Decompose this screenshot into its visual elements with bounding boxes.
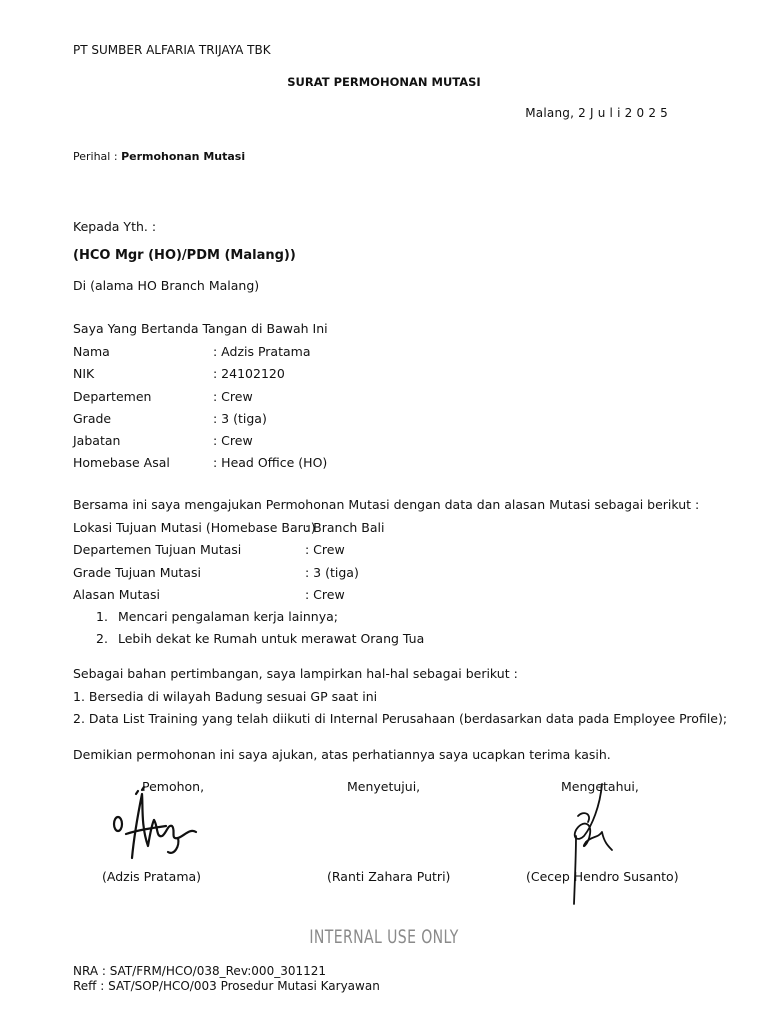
applicant-signature bbox=[108, 786, 203, 876]
attachment-item: 1. Bersedia di wilayah Badung sesuai GP saat ini bbox=[73, 689, 378, 704]
subject-line bbox=[73, 150, 245, 163]
attachment-item: 2. Data List Training yang telah diikuti di Internal Perusahaan (berdasarkan data pada Employee Profile); bbox=[73, 711, 728, 726]
mutation-value: : Branch Bali bbox=[305, 520, 385, 535]
reason-number: 2. bbox=[96, 631, 108, 646]
identity-value: : Head Office (HO) bbox=[213, 455, 328, 470]
mutation-label: Departemen Tujuan Mutasi bbox=[73, 542, 242, 557]
identity-label: Nama bbox=[73, 344, 110, 359]
reason-text: Lebih dekat ke Rumah untuk merawat Orang Tua bbox=[118, 631, 425, 646]
identity-value: : Adzis Pratama bbox=[213, 344, 311, 359]
signer-role-approver: Menyetujui, bbox=[347, 779, 421, 794]
identity-label: Homebase Asal bbox=[73, 455, 170, 470]
recipient-salutation: Kepada Yth. : bbox=[73, 219, 157, 234]
subject-value: Permohonan Mutasi bbox=[121, 150, 246, 163]
signer-role-acknowledger: Mengetahui, bbox=[561, 779, 639, 794]
mutation-value: : Crew bbox=[305, 542, 345, 557]
identity-value: : Crew bbox=[213, 389, 253, 404]
identity-intro: Saya Yang Bertanda Tangan di Bawah Ini bbox=[73, 321, 328, 336]
mutation-value: : Crew bbox=[305, 587, 345, 602]
mutation-label: Grade Tujuan Mutasi bbox=[73, 565, 201, 580]
mutation-label: Alasan Mutasi bbox=[73, 587, 161, 602]
signer-role-applicant: Pemohon, bbox=[142, 779, 205, 794]
footer-nra: NRA : SAT/FRM/HCO/038_Rev:000_301121 bbox=[73, 964, 327, 978]
recipient-name: (HCO Mgr (HO)/PDM (Malang)) bbox=[73, 248, 296, 263]
identity-label: Jabatan bbox=[73, 433, 121, 448]
mutation-value: : 3 (tiga) bbox=[305, 565, 359, 580]
letter-title: SURAT PERMOHONAN MUTASI bbox=[287, 75, 481, 89]
footer-reff: Reff : SAT/SOP/HCO/003 Prosedur Mutasi Karyawan bbox=[73, 979, 380, 993]
signer-name-acknowledger: (Cecep Hendro Susanto) bbox=[526, 869, 679, 884]
subject-label: Perihal : bbox=[73, 150, 118, 163]
internal-use-stamp: INTERNAL USE ONLY bbox=[309, 926, 459, 948]
letter-date: Malang, 2 J u l i 2 0 2 5 bbox=[525, 106, 668, 120]
signer-name-approver: (Ranti Zahara Putri) bbox=[327, 869, 451, 884]
identity-value: : 24102120 bbox=[213, 366, 285, 381]
identity-label: NIK bbox=[73, 366, 95, 381]
closing-statement: Demikian permohonan ini saya ajukan, atas perhatiannya saya ucapkan terima kasih. bbox=[73, 747, 611, 762]
identity-label: Departemen bbox=[73, 389, 152, 404]
signer-name-applicant: (Adzis Pratama) bbox=[102, 869, 202, 884]
recipient-address: Di (alama HO Branch Malang) bbox=[73, 278, 260, 293]
company-name: PT SUMBER ALFARIA TRIJAYA TBK bbox=[73, 43, 271, 57]
identity-value: : 3 (tiga) bbox=[213, 411, 267, 426]
identity-value: : Crew bbox=[213, 433, 253, 448]
reason-item bbox=[96, 631, 424, 646]
reason-text: Mencari pengalaman kerja lainnya; bbox=[118, 609, 338, 624]
acknowledger-signature bbox=[562, 776, 622, 911]
reason-number: 1. bbox=[96, 609, 108, 624]
mutation-label: Lokasi Tujuan Mutasi (Homebase Baru) bbox=[73, 520, 316, 535]
reason-item bbox=[96, 609, 338, 624]
identity-label: Grade bbox=[73, 411, 112, 426]
attachments-intro: Sebagai bahan pertimbangan, saya lampirkan hal-hal sebagai berikut : bbox=[73, 666, 518, 681]
mutation-intro: Bersama ini saya mengajukan Permohonan Mutasi dengan data dan alasan Mutasi sebagai berikut : bbox=[73, 497, 700, 512]
